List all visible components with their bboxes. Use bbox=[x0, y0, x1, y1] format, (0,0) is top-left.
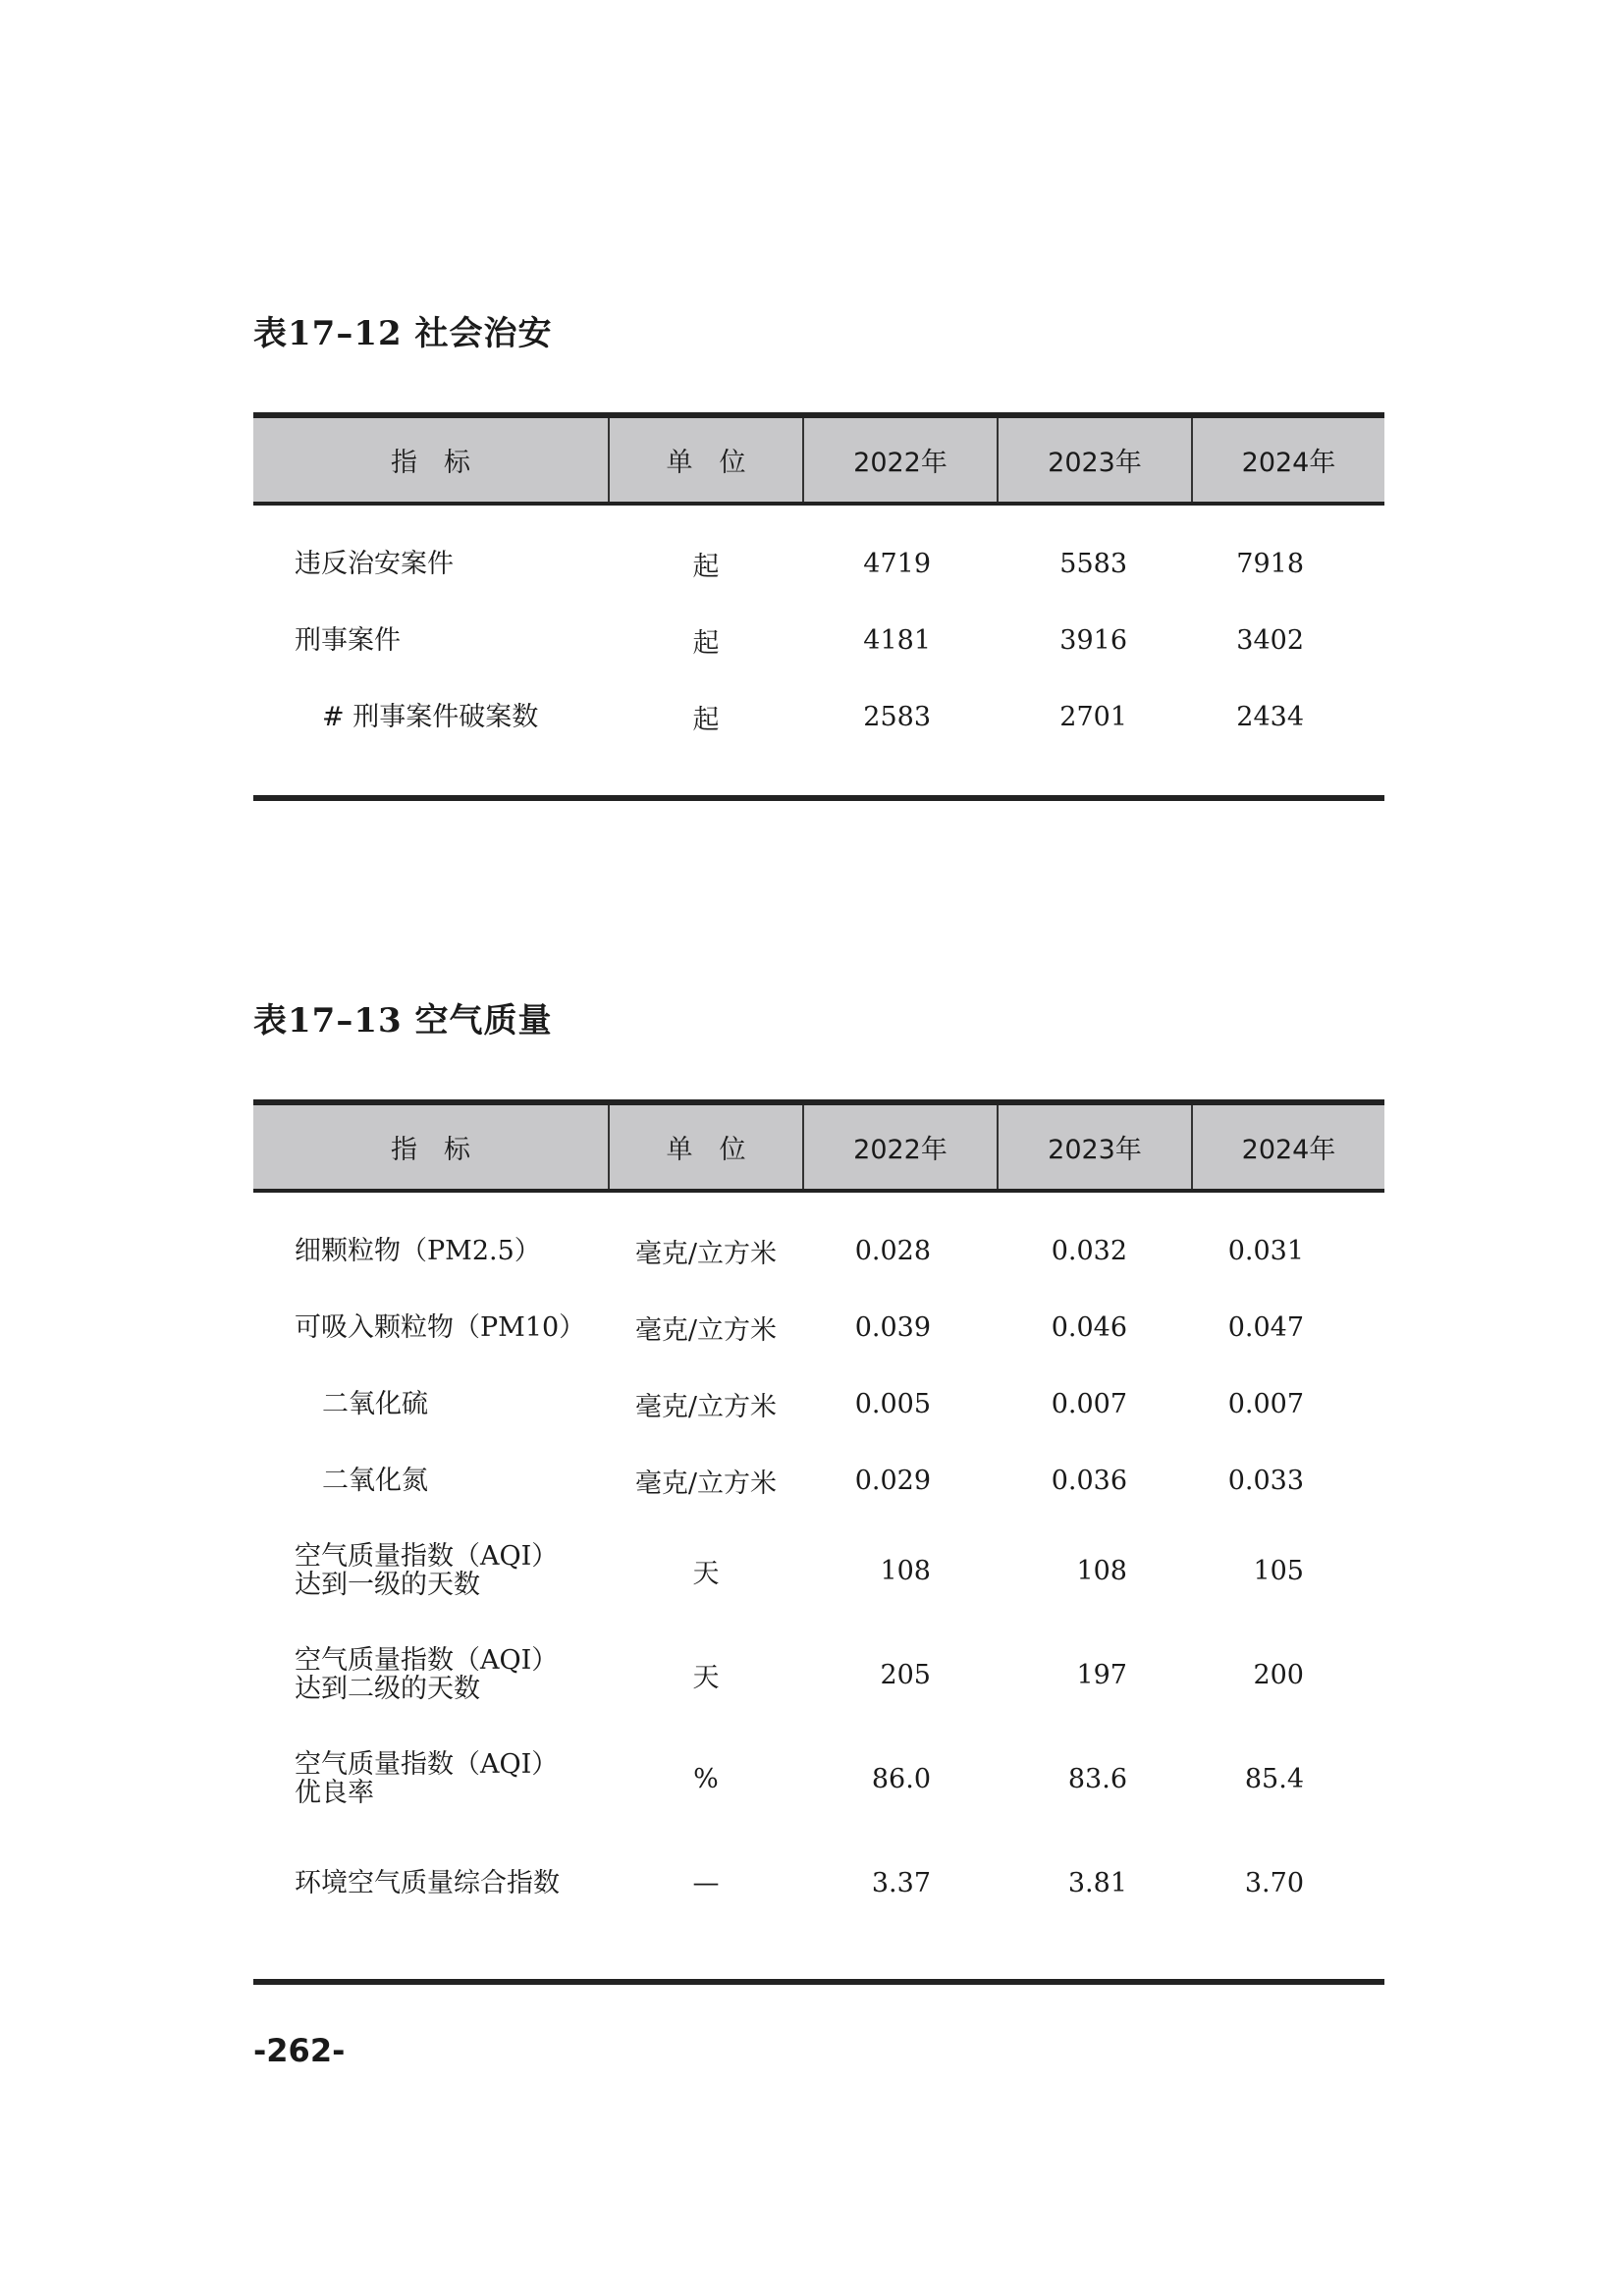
table-row bbox=[253, 1212, 1384, 1289]
cell-2022: 205 bbox=[880, 1659, 931, 1690]
table-title-air-quality: 表17–13 空气质量 bbox=[253, 1001, 553, 1041]
table-row bbox=[253, 1365, 1384, 1442]
cell-2024: 0.033 bbox=[1227, 1465, 1304, 1496]
row-name: 可吸入颗粒物（PM10） bbox=[295, 1311, 586, 1343]
header-year-2022: 2022年 bbox=[803, 415, 998, 504]
cell-2023: 5583 bbox=[1059, 548, 1127, 579]
header-indicator: 指 标 bbox=[253, 1102, 609, 1191]
table-title-social-security: 表17–12 社会治安 bbox=[253, 314, 553, 353]
table-header-row bbox=[253, 415, 1384, 504]
page-number: -262- bbox=[253, 2032, 346, 2069]
row-unit: 天 bbox=[692, 1662, 720, 1693]
cell-2022: 0.039 bbox=[854, 1311, 931, 1343]
cell-2023: 0.046 bbox=[1051, 1311, 1127, 1343]
cell-2022: 108 bbox=[880, 1555, 931, 1586]
table-row bbox=[253, 1289, 1384, 1365]
header-year-2024: 2024年 bbox=[1192, 1102, 1384, 1191]
row-unit: — bbox=[692, 1867, 720, 1898]
cell-2023: 83.6 bbox=[1067, 1763, 1127, 1794]
table-row bbox=[253, 1831, 1384, 1935]
row-name: # 刑事案件破案数 bbox=[322, 701, 539, 732]
cell-2023: 0.007 bbox=[1051, 1388, 1127, 1419]
cell-2023: 3916 bbox=[1059, 624, 1127, 656]
row-unit: 起 bbox=[692, 551, 720, 582]
row-unit: % bbox=[693, 1763, 719, 1794]
cell-2023: 0.036 bbox=[1051, 1465, 1127, 1496]
header-year-2023: 2023年 bbox=[998, 1102, 1192, 1191]
row-unit: 毫克/立方米 bbox=[634, 1468, 778, 1499]
header-indicator: 指 标 bbox=[253, 415, 609, 504]
social-security-table bbox=[253, 412, 1384, 801]
row-name: 二氧化氮 bbox=[322, 1465, 428, 1496]
row-name bbox=[253, 1623, 609, 1727]
row-unit: 起 bbox=[692, 627, 720, 659]
table-row bbox=[253, 1442, 1384, 1519]
cell-2024: 3.70 bbox=[1244, 1867, 1304, 1898]
cell-2024: 7918 bbox=[1236, 548, 1304, 579]
header-year-2022: 2022年 bbox=[803, 1102, 998, 1191]
cell-2023: 3.81 bbox=[1067, 1867, 1127, 1898]
table-header-row bbox=[253, 1102, 1384, 1191]
cell-2024: 105 bbox=[1253, 1555, 1304, 1586]
cell-2022: 86.0 bbox=[871, 1763, 931, 1794]
cell-2024: 85.4 bbox=[1244, 1763, 1304, 1794]
cell-2023: 197 bbox=[1076, 1659, 1127, 1690]
row-name-line2: 达到一级的天数 bbox=[295, 1570, 480, 1600]
row-name-line1: 空气质量指数（AQI） bbox=[295, 1749, 559, 1780]
cell-2022: 0.029 bbox=[854, 1465, 931, 1496]
cell-2022: 4719 bbox=[863, 548, 931, 579]
cell-2022: 0.005 bbox=[854, 1388, 931, 1419]
cell-2023: 2701 bbox=[1059, 701, 1127, 732]
row-name-line2: 达到二级的天数 bbox=[295, 1674, 480, 1704]
cell-2022: 2583 bbox=[863, 701, 931, 732]
header-unit: 单 位 bbox=[609, 415, 803, 504]
row-name: 刑事案件 bbox=[295, 624, 401, 656]
cell-2023: 108 bbox=[1076, 1555, 1127, 1586]
row-name: 违反治安案件 bbox=[295, 548, 454, 579]
air-quality-table bbox=[253, 1099, 1384, 1985]
row-name bbox=[253, 1727, 609, 1831]
cell-2023: 0.032 bbox=[1051, 1235, 1127, 1266]
cell-2024: 0.047 bbox=[1227, 1311, 1304, 1343]
header-year-2023: 2023年 bbox=[998, 415, 1192, 504]
row-unit: 毫克/立方米 bbox=[634, 1314, 778, 1346]
row-name: 环境空气质量综合指数 bbox=[295, 1867, 560, 1898]
row-name: 细颗粒物（PM2.5） bbox=[295, 1235, 541, 1266]
row-name bbox=[253, 1519, 609, 1623]
cell-2024: 0.007 bbox=[1227, 1388, 1304, 1419]
row-name-line1: 空气质量指数（AQI） bbox=[295, 1645, 559, 1676]
row-unit: 起 bbox=[692, 704, 720, 735]
cell-2024: 0.031 bbox=[1227, 1235, 1304, 1266]
cell-2022: 4181 bbox=[863, 624, 931, 656]
table-row bbox=[253, 1623, 1384, 1727]
header-year-2024: 2024年 bbox=[1192, 415, 1384, 504]
row-unit: 天 bbox=[692, 1558, 720, 1589]
row-unit: 毫克/立方米 bbox=[634, 1238, 778, 1269]
row-name-line1: 空气质量指数（AQI） bbox=[295, 1541, 559, 1572]
cell-2022: 3.37 bbox=[871, 1867, 931, 1898]
table-row bbox=[253, 678, 1384, 755]
row-name: 二氧化硫 bbox=[322, 1388, 428, 1419]
row-unit: 毫克/立方米 bbox=[634, 1391, 778, 1422]
table-row bbox=[253, 1519, 1384, 1623]
cell-2024: 3402 bbox=[1236, 624, 1304, 656]
cell-2022: 0.028 bbox=[854, 1235, 931, 1266]
table-row bbox=[253, 1727, 1384, 1831]
cell-2024: 200 bbox=[1253, 1659, 1304, 1690]
table-row bbox=[253, 602, 1384, 678]
header-unit: 单 位 bbox=[609, 1102, 803, 1191]
table-row bbox=[253, 525, 1384, 602]
cell-2024: 2434 bbox=[1236, 701, 1304, 732]
row-name-line2: 优良率 bbox=[295, 1778, 374, 1808]
